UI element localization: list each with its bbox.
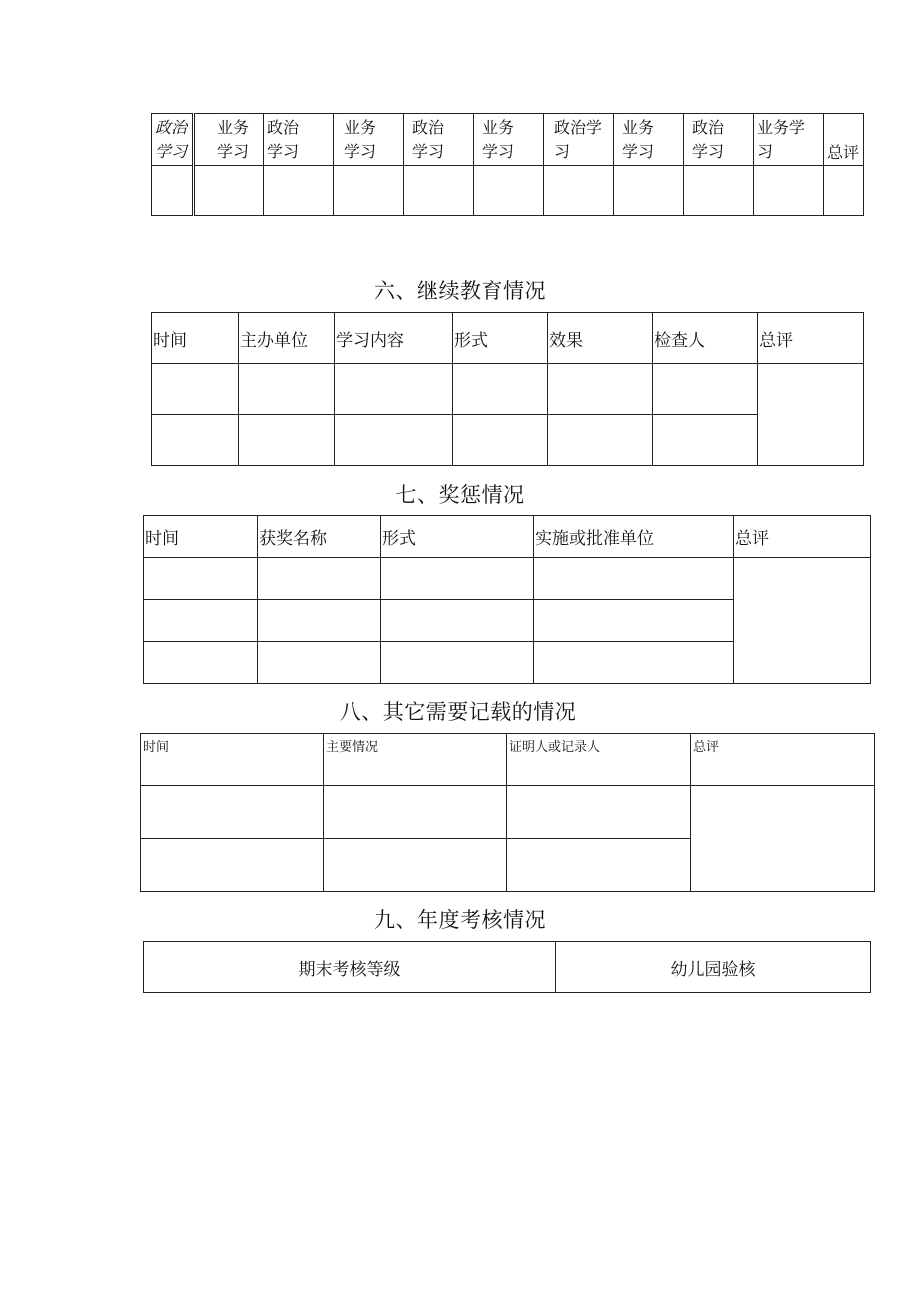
empty-cell[interactable] <box>544 166 614 216</box>
header-cell: 主办单位 <box>239 313 335 364</box>
empty-cell[interactable] <box>152 166 194 216</box>
empty-cell[interactable] <box>258 642 381 684</box>
empty-cell[interactable] <box>754 166 824 216</box>
rewards-penalties-table <box>143 515 871 684</box>
header-cell: 学习内容 <box>335 313 453 364</box>
empty-cell[interactable] <box>144 600 258 642</box>
header-cell: 政治 学习 <box>404 114 474 166</box>
empty-cell[interactable] <box>141 786 324 839</box>
empty-cell[interactable] <box>404 166 474 216</box>
header-cell: 时间 <box>152 313 239 364</box>
continuing-education-table <box>151 312 864 466</box>
header-cell: 业务 学习 <box>334 114 404 166</box>
header-cell: 证明人或记录人 <box>507 734 691 786</box>
summary-cell[interactable] <box>758 364 864 466</box>
header-cell: 政治 学习 <box>152 114 194 166</box>
empty-cell[interactable] <box>381 642 534 684</box>
empty-cell[interactable] <box>474 166 544 216</box>
empty-cell[interactable] <box>324 839 507 892</box>
annual-assessment-table <box>143 941 871 993</box>
empty-cell[interactable] <box>141 839 324 892</box>
empty-cell[interactable] <box>548 364 653 415</box>
empty-cell[interactable] <box>152 415 239 466</box>
empty-cell[interactable] <box>194 166 264 216</box>
summary-cell[interactable] <box>734 558 871 684</box>
empty-cell[interactable] <box>614 166 684 216</box>
empty-cell[interactable] <box>534 558 734 600</box>
header-cell: 实施或批准单位 <box>534 516 734 558</box>
header-cell: 业务学 习 <box>754 114 824 166</box>
empty-cell[interactable] <box>335 415 453 466</box>
other-records-table <box>140 733 875 892</box>
summary-cell[interactable] <box>691 786 875 892</box>
header-cell: 获奖名称 <box>258 516 381 558</box>
header-cell: 检查人 <box>653 313 758 364</box>
header-cell: 时间 <box>141 734 324 786</box>
empty-cell[interactable] <box>144 642 258 684</box>
empty-cell[interactable] <box>534 642 734 684</box>
section-title-rewards-penalties: 七、奖惩情况 <box>395 483 525 507</box>
section-title-continuing-education: 六、继续教育情况 <box>374 279 546 303</box>
empty-cell[interactable] <box>548 415 653 466</box>
empty-cell[interactable] <box>334 166 404 216</box>
header-cell: 总评 <box>691 734 875 786</box>
empty-cell[interactable] <box>335 364 453 415</box>
header-cell: 政治学 习 <box>544 114 614 166</box>
header-cell: 政治 学习 <box>684 114 754 166</box>
empty-cell[interactable] <box>381 558 534 600</box>
empty-cell[interactable] <box>534 600 734 642</box>
empty-cell[interactable] <box>381 600 534 642</box>
empty-cell[interactable] <box>507 786 691 839</box>
empty-cell[interactable] <box>258 558 381 600</box>
section-title-annual-assessment: 九、年度考核情况 <box>374 908 546 932</box>
empty-cell[interactable] <box>324 786 507 839</box>
header-cell: 总评 <box>734 516 871 558</box>
empty-cell[interactable] <box>684 166 754 216</box>
study-record-table <box>151 113 864 216</box>
empty-cell[interactable] <box>239 364 335 415</box>
empty-cell[interactable] <box>152 364 239 415</box>
empty-cell[interactable] <box>144 558 258 600</box>
empty-cell[interactable] <box>258 600 381 642</box>
header-cell: 形式 <box>453 313 548 364</box>
empty-cell[interactable] <box>239 415 335 466</box>
final-assessment-grade-cell: 期末考核等级 <box>144 942 556 993</box>
header-cell: 总评 <box>758 313 864 364</box>
header-cell: 主要情况 <box>324 734 507 786</box>
header-cell: 业务 学习 <box>474 114 544 166</box>
empty-cell[interactable] <box>824 166 864 216</box>
empty-cell[interactable] <box>653 364 758 415</box>
header-cell: 时间 <box>144 516 258 558</box>
header-cell: 效果 <box>548 313 653 364</box>
empty-cell[interactable] <box>453 415 548 466</box>
empty-cell[interactable] <box>453 364 548 415</box>
empty-cell[interactable] <box>264 166 334 216</box>
header-cell: 总评 <box>824 114 864 166</box>
header-cell: 业务 学习 <box>614 114 684 166</box>
empty-cell[interactable] <box>507 839 691 892</box>
header-cell: 业务 学习 <box>194 114 264 166</box>
header-cell: 政治 学习 <box>264 114 334 166</box>
header-cell: 形式 <box>381 516 534 558</box>
empty-cell[interactable] <box>653 415 758 466</box>
section-title-other-records: 八、其它需要记载的情况 <box>339 700 577 724</box>
kindergarten-verification-cell: 幼儿园验核 <box>556 942 871 993</box>
